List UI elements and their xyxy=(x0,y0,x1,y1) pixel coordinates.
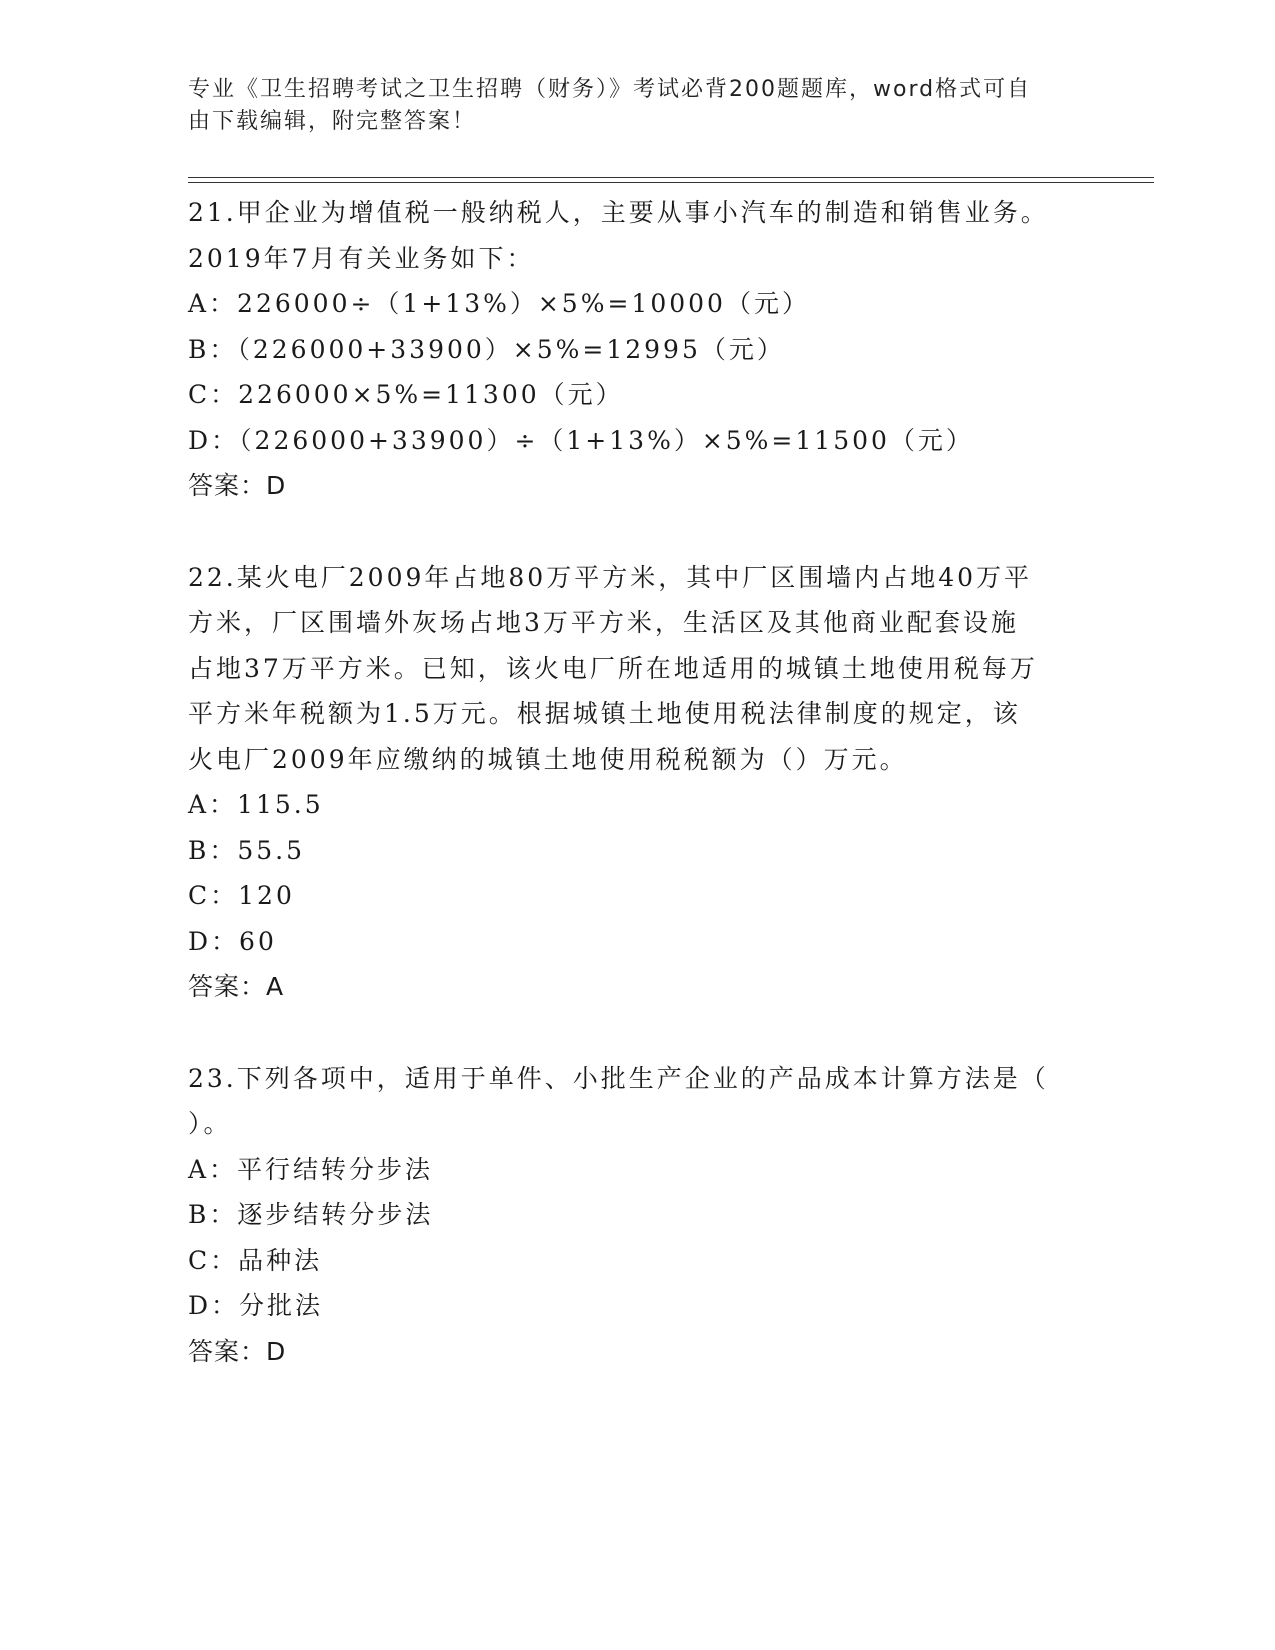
header-line-2: 由下载编辑，附完整答案！ xyxy=(188,109,477,134)
option-a: A：226000÷（1+13%）×5%=10000（元） xyxy=(188,289,810,318)
question-stem-line: 21.甲企业为增值税一般纳税人，主要从事小汽车的制造和销售业务。 xyxy=(188,198,1049,227)
question-stem-line: 2019年7月有关业务如下： xyxy=(188,243,535,273)
question-23 xyxy=(188,1056,1088,1375)
question-stem-line: 23.下列各项中，适用于单件、小批生产企业的产品成本计算方法是（ xyxy=(188,1063,1049,1093)
question-stem-line: 火电厂2009年应缴纳的城镇土地使用税税额为（）万元。 xyxy=(188,744,908,774)
question-21 xyxy=(188,190,1088,509)
option-a: A：115.5 xyxy=(188,790,324,819)
answer: 答案：D xyxy=(188,1336,287,1366)
header-line-1: 专业《卫生招聘考试之卫生招聘（财务）》考试必背200题题库，word格式可自 xyxy=(188,77,1032,102)
option-c: C：品种法 xyxy=(188,1245,323,1275)
answer: 答案：D xyxy=(188,471,287,500)
document-header xyxy=(188,74,1068,138)
answer: 答案：A xyxy=(188,972,285,1001)
question-22 xyxy=(188,555,1088,1010)
option-a: A：平行结转分步法 xyxy=(188,1154,434,1184)
option-c: C：226000×5%=11300（元） xyxy=(188,380,624,409)
option-b: B：逐步结转分步法 xyxy=(188,1200,434,1229)
question-stem-line: 占地37万平方米。已知，该火电厂所在地适用的城镇土地使用税每万 xyxy=(188,653,1038,683)
option-d: D：60 xyxy=(188,926,277,956)
option-d: D：分批法 xyxy=(188,1291,324,1320)
question-stem-line: 22.某火电厂2009年占地80万平方米，其中厂区围墙内占地40万平 xyxy=(188,562,1033,592)
option-d: D：（226000+33900）÷（1+13%）×5%=11500（元） xyxy=(188,425,974,455)
question-stem-line: ）。 xyxy=(188,1109,232,1138)
question-stem-line: 平方米年税额为1.5万元。根据城镇土地使用税法律制度的规定，该 xyxy=(188,699,1021,728)
question-list xyxy=(188,190,1088,1420)
option-b: B：（226000+33900）×5%=12995（元） xyxy=(188,334,785,364)
header-divider-bottom xyxy=(188,182,1154,183)
option-b: B：55.5 xyxy=(188,835,306,865)
option-c: C：120 xyxy=(188,881,295,910)
header-divider-top xyxy=(188,177,1154,178)
question-stem-line: 方米，厂区围墙外灰场占地3万平方米，生活区及其他商业配套设施 xyxy=(188,608,1019,637)
